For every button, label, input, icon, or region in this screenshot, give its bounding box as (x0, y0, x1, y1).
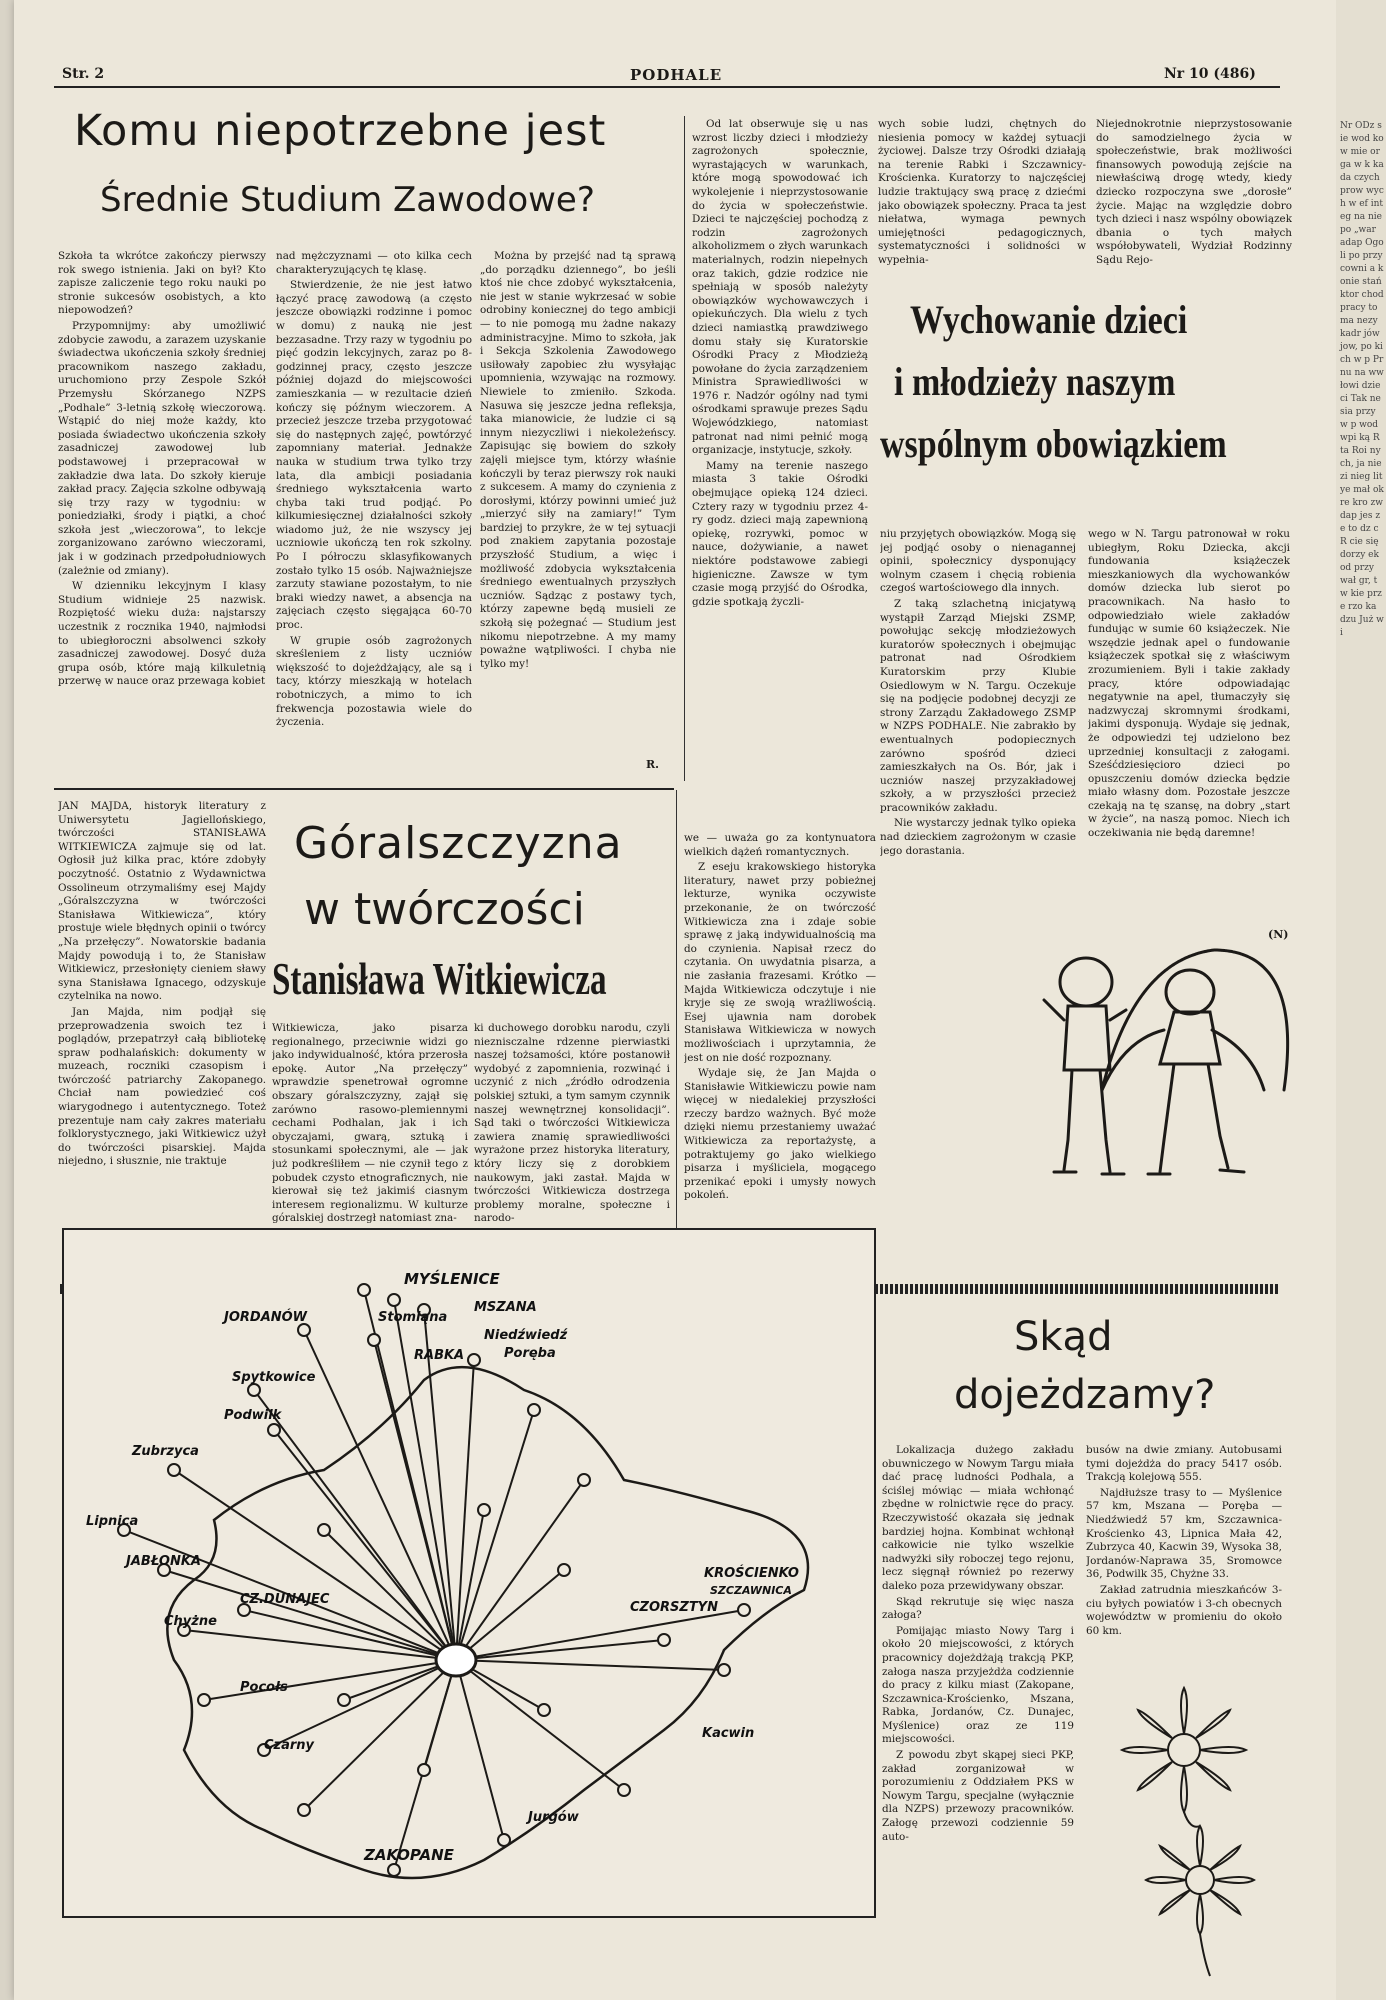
article4-column-1 (882, 1444, 1074, 1990)
page-number: Str. 2 (62, 66, 105, 82)
map-label: SZCZAWNICA (710, 1584, 792, 1597)
header-rule (54, 86, 1280, 88)
article1-paragraph: Przypomnijmy: aby umożliwić zdobycie zawodu, a zarazem uzyskanie świadectwa ukończenia szkoły średniej pracownikom naszego zakładu, uruchomiono przy Zespole Szkół Przemysłu Skórzanego NZPS „Podhale” 3-letnią szkołę wieczorową. Wstąpić do niej może każdy, kto posiada świadectwo ukończenia szkoły zasadniczej zawodowej lub podstawowej i przepracował w zakładzie dwa lata. Do szkoły kieruje zakład pracy. Zajęcia szkolne odbywają się trzy razy w tygodniu: w poniedziałki, środy i piątki, a choć szkoła jest „wieczorowa”, to lekcje zorganizowano zarówno wieczorami, jak i w godzinach przedpołudniowych (zależnie od zmiany). (58, 319, 266, 577)
article2-column-5 (1088, 528, 1290, 948)
region-outline (167, 1367, 808, 1878)
article1-paragraph: Można by przejść nad tą sprawą „do porządku dziennego”, bo jeśli ktoś nie chce zdobyć wykształcenia, nie jest w stanie wykrzesać w sobie odrobiny koniecznej do tego ambicji — to nie pomogą mu żadne nakazy administracyjne. Mimo to szkoła, jak i Sekcja Szkolenia Zawodowego usiłowały zapobiec złu wysyłając upomnienia, wzywając na rozmowy. Niewiele to zmieniło. Szkoda. Nasuwa się jeszcze jedna refleksja, taka mianowicie, że ludzie ci są innym niezyczliwi i niekoleżeńscy. Zapisując się bowiem do szkoły zajęli miejsce tym, którzy właśnie kończyli by teraz pierwszy rok nauki z sukcesem. A mamy do czynienia z dorosłymi, którzy powinni umieć już „mierzyć siły na zamiary!” Tym bardziej to przykre, że w tej sytuacji pod znakiem zapytania pozostaje przyszłość Studium, a więc i możliwość zdobycia wykształcenia średniego ewentualnych przyszłych uczniów. Sądząc z postawy tych, którzy zapewne będą musieli ze szkołą się pożegnać — Studium jest nikomu niepotrzebne. A my mamy poważne wątpliwości. I chyba nie tylko my! (480, 250, 676, 670)
map-label: Poręba (504, 1346, 556, 1361)
nowy-targ-hub (436, 1644, 476, 1676)
article4-paragraph: Zakład zatrudnia mieszkańców 3-ciu byłych powiatów i 3-ch obecnych województw w promieniu do około 60 km. (1086, 1583, 1282, 1637)
map-label: ZAKOPANE (364, 1846, 454, 1864)
article1-column-3 (480, 250, 676, 760)
article2-title-line1: Wychowanie dzieci (910, 297, 1188, 342)
child-head (1060, 958, 1112, 1006)
article3-title-line2: w twórczości (304, 884, 585, 935)
map-label: Chyżne (164, 1614, 217, 1629)
commute-map (62, 1228, 876, 1918)
flower-illustration (1104, 1680, 1294, 1980)
column-divider (676, 790, 677, 1288)
adjacent-page-text: Nr ODz sie wod kow mie orga w k kada czych prow wych w ef integ na niepo „war adap Ogoli po przy cowni a konie stań ktor chod pracy toma nezy kadr jów jow, po kich w p Pr nu na ww łowi dzieci Tak ne sia przy w p wod wpi ką R ta Roi nych, ja nie zi nieg litye mał okre kro zw dap jes ze to dz c R cie się dorzy ekod przy wał gr, tw kie prze rzo ka dzu Już wi (1340, 121, 1384, 638)
map-label: CZORSZTYN (630, 1600, 718, 1615)
map-label: MSZANA (474, 1300, 537, 1315)
article1-paragraph: W grupie osób zagrożonych skreśleniem z listy uczniów większość to dojeżdżający, ale są i tacy, którzy mieszkają w hotelach robotniczych, a mimo to ich frekwencja pozostawia wiele do życzenia. (276, 634, 472, 729)
map-label: MYŚLENICE (404, 1270, 500, 1288)
article2-title-line2: i młodzieży naszym (894, 359, 1176, 404)
map-label: JABŁONKA (126, 1554, 201, 1569)
map-label: Czarny (264, 1738, 315, 1753)
article3-title-line1: Góralszczyzna (294, 818, 623, 869)
article4-paragraph: Z powodu zbyt skąpej sieci PKP, zakład zorganizował w porozumieniu z Oddziałem PKS w Nowym Targu, specjalne (wyłącznie dla NZPS) przewozy pracowników. Załogę przewozi codziennie 59 auto- (882, 1749, 1074, 1843)
map-label: Stomiąna (378, 1310, 448, 1325)
article3-paragraph: ki duchowego dorobku narodu, czyli nieznisczalne rdzenne pierwiastki naszej tożsamości, które postanowił wydobyć z zapomnienia, rozwinąć i uczynić z nich „źródło odrodzenia polskiej sztuki, a tym samym czynnik naszej wewnętrznej konsolidacji”. Sąd taki o twórczości Witkiewicza zawiera znamię sprawiedliwości wyrażone przez historyka literatury, który liczy się z dorobkiem naukowym, jaki zastał. Majda w twórczości Witkiewicza dostrzega problemy moralne, społeczne i narodo- (474, 1022, 670, 1225)
article3-paragraph: Witkiewicza, jako pisarza regionalnego, przeciwnie widzi go jako indywidualność, która przerosła epokę. Autor „Na przełęczy” wprawdzie spenetrował ogromne obszary góralszczyzny, zajął się zarówno rasowo-plemiennymi cechami Podhalan, jak i ich obyczajami, gwarą, sztuką i stosunkami społecznymi, ale — jak już podkreśliłem — nie czynił tego z pobudek czysto etnograficznych, nie kierował się też jakimiś ciasnym interesem regionalizmu. W kulturze góralskiej dostrzegł natomiast zna- (272, 1022, 468, 1225)
article2-column-2 (878, 118, 1086, 290)
article2-column-3 (1096, 118, 1292, 290)
article2-paragraph: Nie wystarczy jednak tylko opieka nad dzieckiem zagrożonym w czasie jego dorastania. (880, 817, 1076, 857)
article3-column-1 (58, 800, 266, 1280)
article4-paragraph: Lokalizacja dużego zakładu obuwniczego w Nowym Targu miała dać pracę ludności Podhala, a ściślej mówiąc — miała wchłonąć zbędne w rolnictwie ręce do pracy. Rzeczywistość okazała się jednak bardziej hojna. Kombinat wchłonął całkowicie nie tylko wszelkie nadwyżki siły roboczej tego rejonu, lecz sięgnął również po rezerwy daleko poza przewidywany obszar. (882, 1444, 1074, 1592)
map-label: Lipnica (86, 1514, 139, 1529)
map-label: KROŚCIENKO (704, 1566, 799, 1581)
article4-column-2 (1086, 1444, 1282, 1674)
article1-column-2 (276, 250, 472, 775)
article1-signature: R. (646, 758, 659, 771)
article4-paragraph: Pomijając miasto Nowy Targ i około 20 miejscowości, z których pracownicy dojeżdżają trakcją PKP, załoga nasza przyjeżdża codziennie do pracy z kilku miast (Zakopane, Szczawnica-Krościenko, Mszana, Rabka, Jordanów, Cz. Dunajec, Myślenice) oraz ze 119 miejscowości. (882, 1624, 1074, 1746)
child-head (1166, 970, 1214, 1014)
article4-paragraph: Skąd rekrutuje się więc nasza załoga? (882, 1595, 1074, 1622)
paper-name: PODHALE (630, 66, 723, 84)
article4-paragraph: busów na dwie zmiany. Autobusami tymi dojeżdża do pracy 5417 osób. Trakcją kolejową 555. (1086, 1444, 1282, 1484)
child-body (1064, 1006, 1110, 1070)
map-label: CZ.DUNAJEC (240, 1592, 330, 1607)
article4-paragraph: Najdłuższe trasy to — Myślenice 57 km, Mszana — Poręba — Niedźwiedź 57 km, Szczawnica-Krościenko 43, Lipnica Mała 42, Zubrzyca 40, Kacwin 39, Wysoka 38, Jordanów-Naprawa 35, Sromowce 36, Podwilk 35, Chyżne 33. (1086, 1486, 1282, 1581)
section-rule (54, 788, 674, 790)
article2-paragraph: Z taką szlachetną inicjatywą wystąpił Zarząd Miejski ZSMP, powołując sekcję młodzieżowych kuratorów społecznych i obejmując patronat nad Ośrodkiem Kuratorskim przy Klubie Osiedlowym w N. Targu. Oczekuje się na podjęcie podobnej decyzji ze strony Zarządu Zakładowego ZSMP w NZPS PODHALE. Nie zabrakło by ewentualnych podopiecznych zarówno spośród dzieci zamieszkałych na Os. Bór, jak i uczniów naszej przyzakładowej szkoły, a w przyszłości przecież pracowników zakładu. (880, 597, 1076, 814)
article3-column-4 (684, 832, 876, 1262)
article4-title-line2: dojeżdzamy? (954, 1372, 1216, 1418)
article1-paragraph: W dzienniku lekcyjnym I klasy Studium widnieje 25 nazwisk. Rozpiętość wieku duża: najstarszy uczestnik z rocznika 1940, najmłodsi to ubiegłoroczni absolwenci szkoły zasadniczej zawodowej. Dosyć duża grupa osób, które mają kilkuletnią przerwę w nauce oraz przewaga kobiet (58, 580, 266, 688)
article2-signature: (N) (1268, 928, 1289, 941)
article2-paragraph: Od lat obserwuje się u nas wzrost liczby dzieci i młodzieży zagrożonych społecznie, wyrastających w warunkach, które mogą spowodować ich wykolejenie i nieprzystosowanie do życia w społeczeństwie. Dzieci te najczęściej pochodzą z rodzin zagrożonych alkoholizmem o złych warunkach materialnych, rodzin niepełnych oraz takich, gdzie rodzice nie spełniają w sposób należyty obowiązków wychowawczych i opiekuńczych. Dla wielu z tych dzieci namiastką prawdziwego domu stały się Kuratorskie Ośrodki Pracy z Młodzieżą powołane do życia zarządzeniem Ministra Sprawiedliwości w 1976 r. Nadzór ogólny nad tymi ośrodkami sprawuje prezes Sądu Wojewódzkiego, natomiast patronat nad nimi pełnić mogą organizacje, instytucje, szkoły. (692, 118, 868, 457)
article2-column-1 (692, 118, 868, 768)
article3-paragraph: Z eseju krakowskiego historyka literatury, nawet przy pobieżnej lekturze, wynika oczywiste przekonanie, że on twórczość Witkiewicza zna i zdaje sobie sprawę z jaką indywidualnością ma do czynienia. Napisał rzecz do czytania. On uwydatnia pisarza, a nie zasłania frazesami. Krótko — Majda Witkiewicza odczytuje i nie kryje się ze swoją wrażliwością. Esej ujawnia nam dorobek Stanisława Witkiewicza w nowych możliwościach i uprzytamnia, że jest on nie dość rozpoznany. (684, 861, 876, 1064)
article1-title-line1: Komu niepotrzebne jest (74, 106, 607, 156)
article2-paragraph: wego w N. Targu patronował w roku ubiegłym, Roku Dziecka, akcji fundowania książeczek mieszkaniowych dla wychowanków domów dziecka lub sierot po pracownikach. Na hasło to odpowiedziało wiele zakładów fundując w sumie 60 książeczek. Nie wszędzie jednak apel o fundowanie książeczek spotkał się z właściwym zrozumieniem. Byli i takie zakłady pracy, które odpowiadając negatywnie na apel, tłumaczyły się nadzwyczaj skromnymi środkami, jakimi dysponują. Wydaje się jednak, że odpowiedzi tej udzielono bez uprzedniej konsultacji z załogami. Sześćdziesięcioro dzieci po opuszczeniu domów dziecka będzie miało własny dom. Pozostałe jeszcze czekają na tę szansę, na dobry „start w życie”, na naszą pomoc. Niech ich oczekiwania nie będą daremne! (1088, 528, 1290, 840)
children-illustration (1014, 940, 1314, 1240)
article2-paragraph: Niejednokrotnie nieprzystosowanie do samodzielnego życia w społeczeństwie, brak możliwości finansowych powodują zejście na niewłaściwą drogę wtedy, kiedy dziecko rozpoczyna swe „dorosłe” życie. Mając na względzie dobro tych dzieci i nasz wspólny obowiązek dbania o tych małych współobywateli, Wydział Rodzinny Sądu Rejo- (1096, 118, 1292, 266)
map-label: Jurgów (528, 1810, 579, 1825)
article3-paragraph: JAN MAJDA, historyk literatury z Uniwersytetu Jagiellońskiego, twórczości STANISŁAWA WITKIEWICZA zajmuje się od lat. Ogłosił już kilka prac, które zdobyły poczytność. Ostatnio z Wydawnictwa Ossolineum otrzymaliśmy esej Majdy „Góralszczyzna w twórczości Stanisława Witkiewicza”, który prostuje wiele błędnych opinii o twórcy „Na przełęczy”. Nowatorskie badania Majdy powodują i to, że Stanisław Witkiewicz, przesłonięty cieniem sławy syna Stanisława Ignacego, odzyskuje czytelnika na nowo. (58, 800, 266, 1003)
article3-title-line3: Stanisława Witkiewicza (272, 953, 607, 1004)
article2-title-line3: wspólnym obowiązkiem (880, 421, 1227, 466)
article2-paragraph: wych sobie ludzi, chętnych do niesienia pomocy w każdej sytuacji życiowej. Dalsze trzy Ośrodki działają na terenie Rabki i Szczawnicy-Krościenka. Kuratorzy to najczęściej ludzie traktujący swą pracę z dziećmi jako obowiązek społeczny. Praca ta jest niełatwa, wymaga pewnych umiejętności pedagogicznych, systematyczności i solidności w wypełnia- (878, 118, 1086, 266)
article3-paragraph: Wydaje się, że Jan Majda o Stanisławie Witkiewiczu powie nam więcej w niedalekiej przyszłości rzeczy bardzo ważnych. Być może dzięki niemu przestaniemy uważać Witkiewicza za reportażystę, a potraktujemy go jako wielkiego pisarza i myśliciela, mogącego przenikać epoki i umysły nowych pokoleń. (684, 1067, 876, 1202)
map-label: Zubrzyca (132, 1444, 199, 1459)
article1-paragraph: Szkoła ta wkrótce zakończy pierwszy rok swego istnienia. Jaki on był? Kto zapisze zaliczenie tego roku nauki po stronie sukcesów osobistych, a kto niepowodzeń? (58, 250, 266, 317)
article3-paragraph: we — uważa go za kontynuatora wielkich dążeń romantycznych. (684, 832, 876, 858)
newspaper-page (14, 0, 1336, 2000)
article2-paragraph: Mamy na terenie naszego miasta 3 takie Ośrodki obejmujące opieką 124 dzieci. Cztery razy w tygodniu przez 4-ry godz. dzieci mają zapewnioną opiekę, rozrywki, pomoc w nauce, dożywianie, a nawet niektóre podstawowe zabiegi higieniczne. Zawsze w tym czasie mogą przyjść do Ośrodka, gdzie spotkają życzli- (692, 459, 868, 608)
issue-number: Nr 10 (486) (1164, 66, 1256, 82)
map-label: Niedźwiedź (484, 1328, 568, 1343)
article2-column-4 (880, 528, 1076, 948)
article1-paragraph: nad mężczyznami — oto kilka cech charakteryzujących tę klasę. (276, 250, 472, 276)
article3-paragraph: Jan Majda, nim podjął się przeprowadzenia swoich tez i poglądów, przepatrzył całą bibliotekę spraw podhalańskich: dokumenty w muzeach, roczniki czasopism i twórczość patriarchy Zakopanego. Chciał nam powiedzieć coś wiarygodnego i autentycznego. Toteż prezentuje nam cały zakres materiału folklorystycznego, jaki Witkiewicz użył do twórczości pisarskiej. Majda niejedno, i słusznie, nie traktuje (58, 1005, 266, 1168)
commute-routes (124, 1290, 744, 1870)
map-label: Podwilk (224, 1408, 282, 1423)
map-label: Spytkowice (232, 1370, 316, 1385)
adjacent-page-edge (1336, 0, 1386, 2000)
map-label: Pocołs (240, 1680, 288, 1695)
map-label: Kacwin (702, 1726, 755, 1741)
column-divider (684, 116, 685, 781)
map-label: JORDANÓW (224, 1310, 308, 1325)
article1-title-line2: Średnie Studium Zawodowe? (100, 180, 595, 220)
article1-column-1 (58, 250, 266, 775)
article1-paragraph: Stwierdzenie, że nie jest łatwo łączyć pracę zawodową (a często jeszcze obowiązki rodzinne i pomoc w domu) z nauką nie jest bezzasadne. Trzy razy w tygodniu po pięć godzin lekcyjnych, zaraz po 8-godzinnej pracy, często jeszcze później dojazd do miejscowości zamieszkania — w rezultacie dzień kończy się późnym wieczorem. A przecież jeszcze trzeba przygotować się do następnych zajęć, powtórzyć zapomniany materiał. Jednakże nauka w studium trwa tylko trzy lata, dla ambicji posiadania średniego wykształcenia warto chyba taki trud podjąć. Po kilkumiesięcznej działalności szkoły wiadomo już, że nie wszyscy jej uczniowie ukończą ten rok szkolny. Po I półroczu sklasyfikowanych zostało tylko 15 osób. Najważniejsze zarzuty stawiane pozostałym, to nie braki wiedzy nawet, a absencja na zajęciach często sięgająca 60-70 proc. (276, 279, 472, 632)
map-label: RABKA (414, 1348, 465, 1363)
article4-title-line1: Skąd (1014, 1314, 1113, 1360)
article2-paragraph: niu przyjętych obowiązków. Mogą się jej podjąć osoby o nienagannej opinii, społecznicy dysponujący wolnym czasem i chęcią robienia czegoś wartościowego dla innych. (880, 528, 1076, 595)
